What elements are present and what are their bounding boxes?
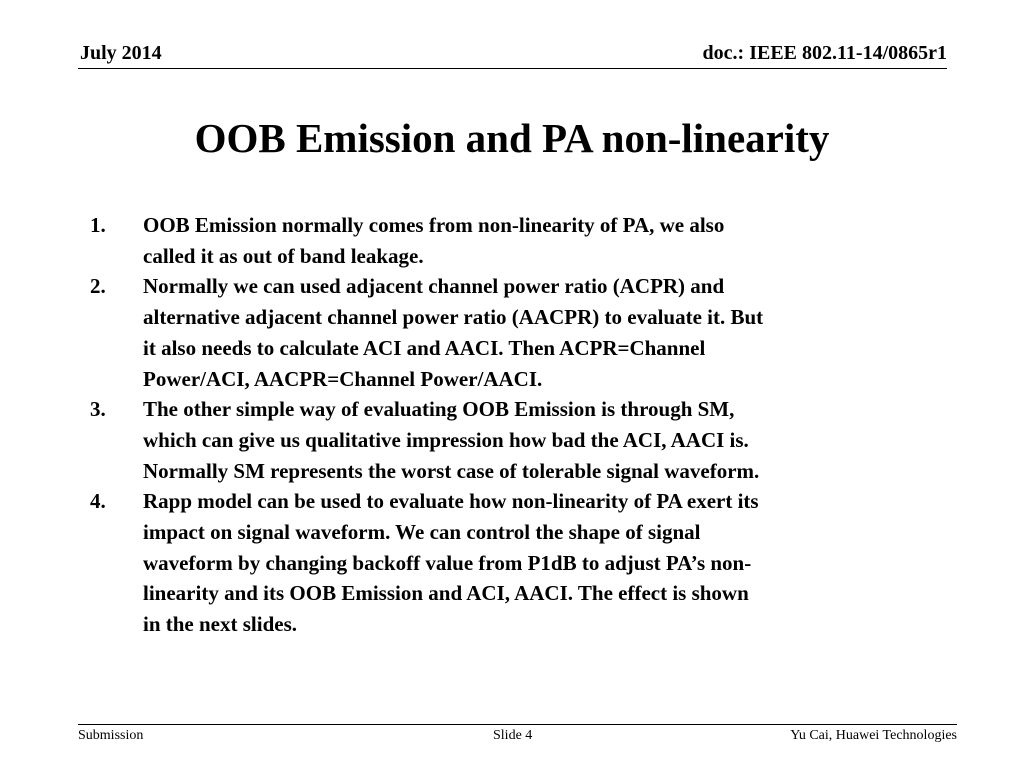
text-line: Normally SM represents the worst case of tolerable signal waveform. (143, 458, 760, 483)
text-line: waveform by changing backoff value from P1dB to adjust PA’s non- (143, 550, 752, 575)
text-line: linearity and its OOB Emission and ACI, AACI. The effect is shown (143, 581, 749, 606)
text-line: it also needs to calculate ACI and AACI. Then ACPR=Channel (143, 335, 706, 360)
text-line: Normally we can used adjacent channel power ratio (ACPR) and (143, 274, 725, 299)
footer-author: Yu Cai, Huawei Technologies (790, 728, 957, 743)
text-line: impact on signal waveform. We can control the shape of signal (143, 520, 701, 545)
list-item (0, 486, 763, 640)
text-line: alternative adjacent channel power ratio (AACPR) to evaluate it. But (143, 305, 764, 330)
list-item-number: 2. (90, 274, 106, 299)
text-line: OOB Emission normally comes from non-linearity of PA, we also (143, 213, 725, 237)
list-item-text (143, 486, 763, 640)
list-item (0, 394, 763, 486)
footer-submission: Submission (78, 728, 144, 743)
header-divider (78, 68, 947, 69)
text-line: called it as out of band leakage. (143, 243, 424, 268)
list-item-number: 4. (90, 489, 106, 514)
text-line: Power/ACI, AACPR=Channel Power/AACI. (143, 366, 543, 391)
list-item-number: 3. (90, 397, 106, 422)
list-item (0, 210, 763, 271)
header-doc-id: doc.: IEEE 802.11-14/0865r1 (702, 42, 947, 64)
list-item (0, 271, 763, 394)
footer-slide-number: Slide 4 (493, 728, 533, 743)
slide-title: OOB Emission and PA non-linearity (194, 115, 830, 161)
numbered-list (0, 210, 763, 640)
header-date: July 2014 (80, 42, 162, 64)
list-item-text (143, 394, 763, 486)
list-item-number: 1. (90, 213, 106, 237)
text-line: in the next slides. (143, 612, 298, 637)
text-line: Rapp model can be used to evaluate how non-linearity of PA exert its (143, 489, 759, 514)
text-line: which can give us qualitative impression how bad the ACI, AACI is. (143, 427, 749, 452)
list-item-text (143, 210, 763, 271)
list-item-text (143, 271, 763, 394)
footer-divider (78, 724, 957, 725)
text-line: The other simple way of evaluating OOB Emission is through SM, (143, 397, 735, 422)
